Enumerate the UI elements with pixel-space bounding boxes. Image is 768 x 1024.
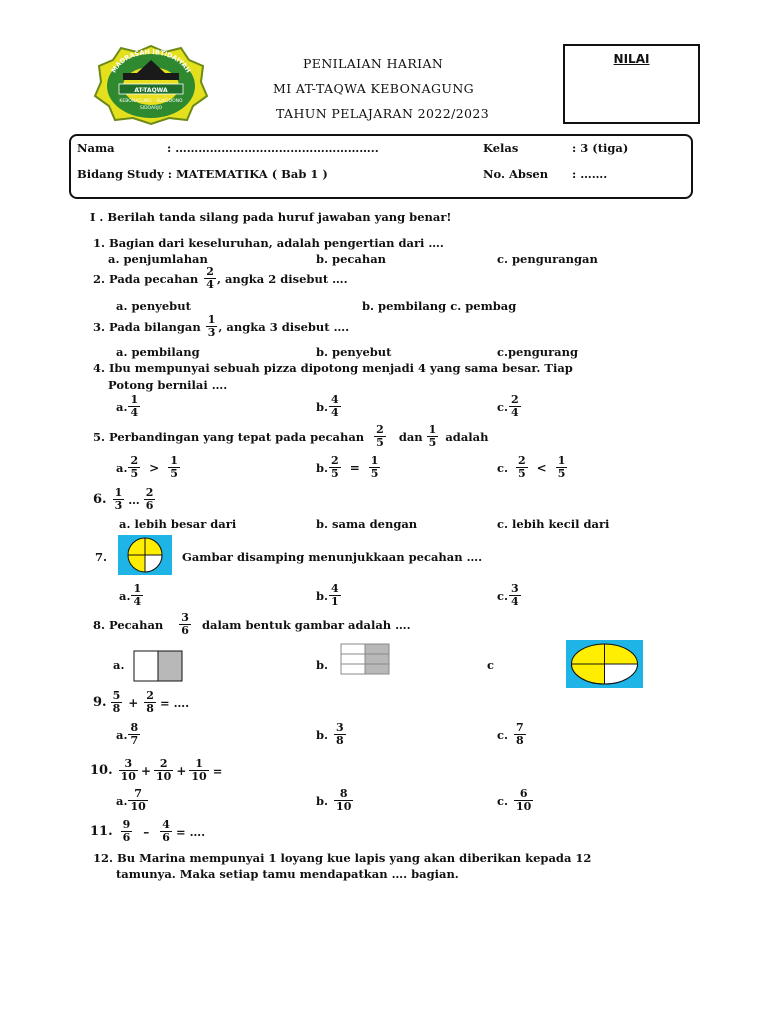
q9-option-c[interactable]: c. $\frac{7}{8}$: [497, 721, 524, 747]
q1-option-a[interactable]: a. penjumlahan: [108, 252, 208, 266]
q8-option-b-figure[interactable]: [340, 643, 390, 675]
q10-text: 10. $\frac{3}{10}$ + $\frac{2}{10}$ + $\frac{1}{10}$ =: [90, 757, 223, 783]
absen-field[interactable]: : …….: [572, 167, 608, 181]
q2-fraction: $\frac{2}{4}$: [206, 265, 214, 291]
q4-option-a[interactable]: a. $\frac{1}{4}$: [116, 393, 139, 419]
header-title-2: MI AT-TAQWA KEBONAGUNG: [273, 81, 475, 96]
school-logo: [93, 44, 209, 126]
nilai-label: NILAI: [613, 52, 650, 66]
q6-text: 6. $\frac{1}{3}$ … $\frac{2}{6}$: [93, 486, 154, 512]
kelas-value: : 3 (tiga): [572, 141, 629, 155]
q4-option-b[interactable]: b. $\frac{4}{4}$: [316, 393, 339, 419]
nilai-box[interactable]: [563, 44, 700, 124]
q5-text: 5. Perbandingan yang tepat pada pecahan $\frac{2}{5}$ dan $\frac{1}{5}$ adalah: [93, 423, 489, 449]
q8-option-c-label[interactable]: c: [487, 658, 495, 672]
q3-option-c[interactable]: c.pengurang: [497, 345, 579, 359]
q2-text: 2. Pada pecahan $\frac{2}{4}$ , angka 2 disebut ….: [93, 265, 348, 291]
q1-option-c[interactable]: c. pengurangan: [497, 252, 598, 266]
q8-option-c-figure[interactable]: [566, 640, 643, 688]
q9-text: 9. $\frac{5}{8}$ + $\frac{2}{8}$ = ….: [93, 689, 190, 715]
q9-option-b[interactable]: b. $\frac{3}{8}$: [316, 721, 344, 747]
q2-option-bc[interactable]: b. pembilang c. pembag: [362, 299, 517, 313]
q10-option-c[interactable]: c. $\frac{6}{10}$: [497, 787, 532, 813]
header-title-1: PENILAIAN HARIAN: [303, 56, 444, 71]
q10-option-a[interactable]: a. $\frac{7}{10}$: [116, 787, 146, 813]
section-instruction: I . Berilah tanda silang pada huruf jawaban yang benar!: [90, 210, 452, 224]
logo-bottom-text-2: SIDOARJO: [139, 106, 163, 111]
q11-text: 11. $\frac{9}{6}$ – $\frac{4}{6}$ = ….: [90, 818, 206, 844]
q7-number: 7.: [95, 550, 108, 564]
q5-option-c[interactable]: c. $\frac{2}{5}$ < $\frac{1}{5}$: [497, 454, 566, 480]
q12-text-line2: tamunya. Maka setiap tamu mendapatkan …. bagian.: [116, 867, 459, 881]
logo-top-text: MADRASAH IBTIDAIYAH: [109, 47, 193, 75]
q7-text: Gambar disamping menunjukkaan pecahan ….: [182, 550, 483, 564]
q8-option-a-label[interactable]: a.: [113, 658, 125, 672]
q1-option-b[interactable]: b. pecahan: [316, 252, 387, 266]
q4-text-line2: Potong bernilai ….: [108, 378, 228, 392]
q2-option-a[interactable]: a. penyebut: [116, 299, 191, 313]
q4-text-line1: 4. Ibu mempunyai sebuah pizza dipotong menjadi 4 yang sama besar. Tiap: [93, 361, 573, 375]
q3-option-b[interactable]: b. penyebut: [316, 345, 392, 359]
q10-option-b[interactable]: b. $\frac{8}{10}$: [316, 787, 352, 813]
q6-option-b[interactable]: b. sama dengan: [316, 517, 418, 531]
q8-text: 8. Pecahan $\frac{3}{6}$ dalam bentuk gambar adalah ….: [93, 611, 411, 637]
logo-bottom-text-1: KEBONAGUNG - SUKODONO: [119, 99, 183, 104]
q7-option-c[interactable]: c. $\frac{3}{4}$: [497, 582, 519, 608]
logo-band-text: AT-TAQWA: [134, 87, 168, 94]
q7-option-a[interactable]: a. $\frac{1}{4}$: [119, 582, 142, 608]
q3-text: 3. Pada bilangan $\frac{1}{3}$ , angka 3 disebut ….: [93, 313, 350, 339]
q9-option-a[interactable]: a. $\frac{8}{7}$: [116, 721, 139, 747]
q3-option-a[interactable]: a. pembilang: [116, 345, 200, 359]
q7-option-b[interactable]: b. $\frac{4}{1}$: [316, 582, 339, 608]
q5-option-a[interactable]: a. $\frac{2}{5}$ > $\frac{1}{5}$: [116, 454, 178, 480]
nama-field[interactable]: : ……………………………………………..: [167, 141, 379, 155]
q5-option-b[interactable]: b. $\frac{2}{5}$ = $\frac{1}{5}$: [316, 454, 379, 480]
q7-circle-figure: [118, 535, 172, 575]
q4-option-c[interactable]: c. $\frac{2}{4}$: [497, 393, 519, 419]
q6-option-c[interactable]: c. lebih kecil dari: [497, 517, 610, 531]
bidang-study-label: Bidang Study : MATEMATIKA ( Bab 1 ): [77, 167, 328, 181]
q6-option-a[interactable]: a. lebih besar dari: [119, 517, 237, 531]
q12-text-line1: 12. Bu Marina mempunyai 1 loyang kue lapis yang akan diberikan kepada 12: [93, 851, 592, 865]
q8-option-b-label[interactable]: b.: [316, 658, 329, 672]
kelas-label: Kelas: [483, 141, 519, 155]
q1-text: 1. Bagian dari keseluruhan, adalah pengertian dari ….: [93, 236, 444, 250]
q8-option-a-figure[interactable]: [133, 650, 183, 682]
q3-fraction: $\frac{1}{3}$: [207, 313, 216, 339]
absen-label: No. Absen: [483, 167, 549, 181]
header-title-3: TAHUN PELAJARAN 2022/2023: [276, 106, 490, 121]
nama-label: Nama: [77, 141, 115, 155]
